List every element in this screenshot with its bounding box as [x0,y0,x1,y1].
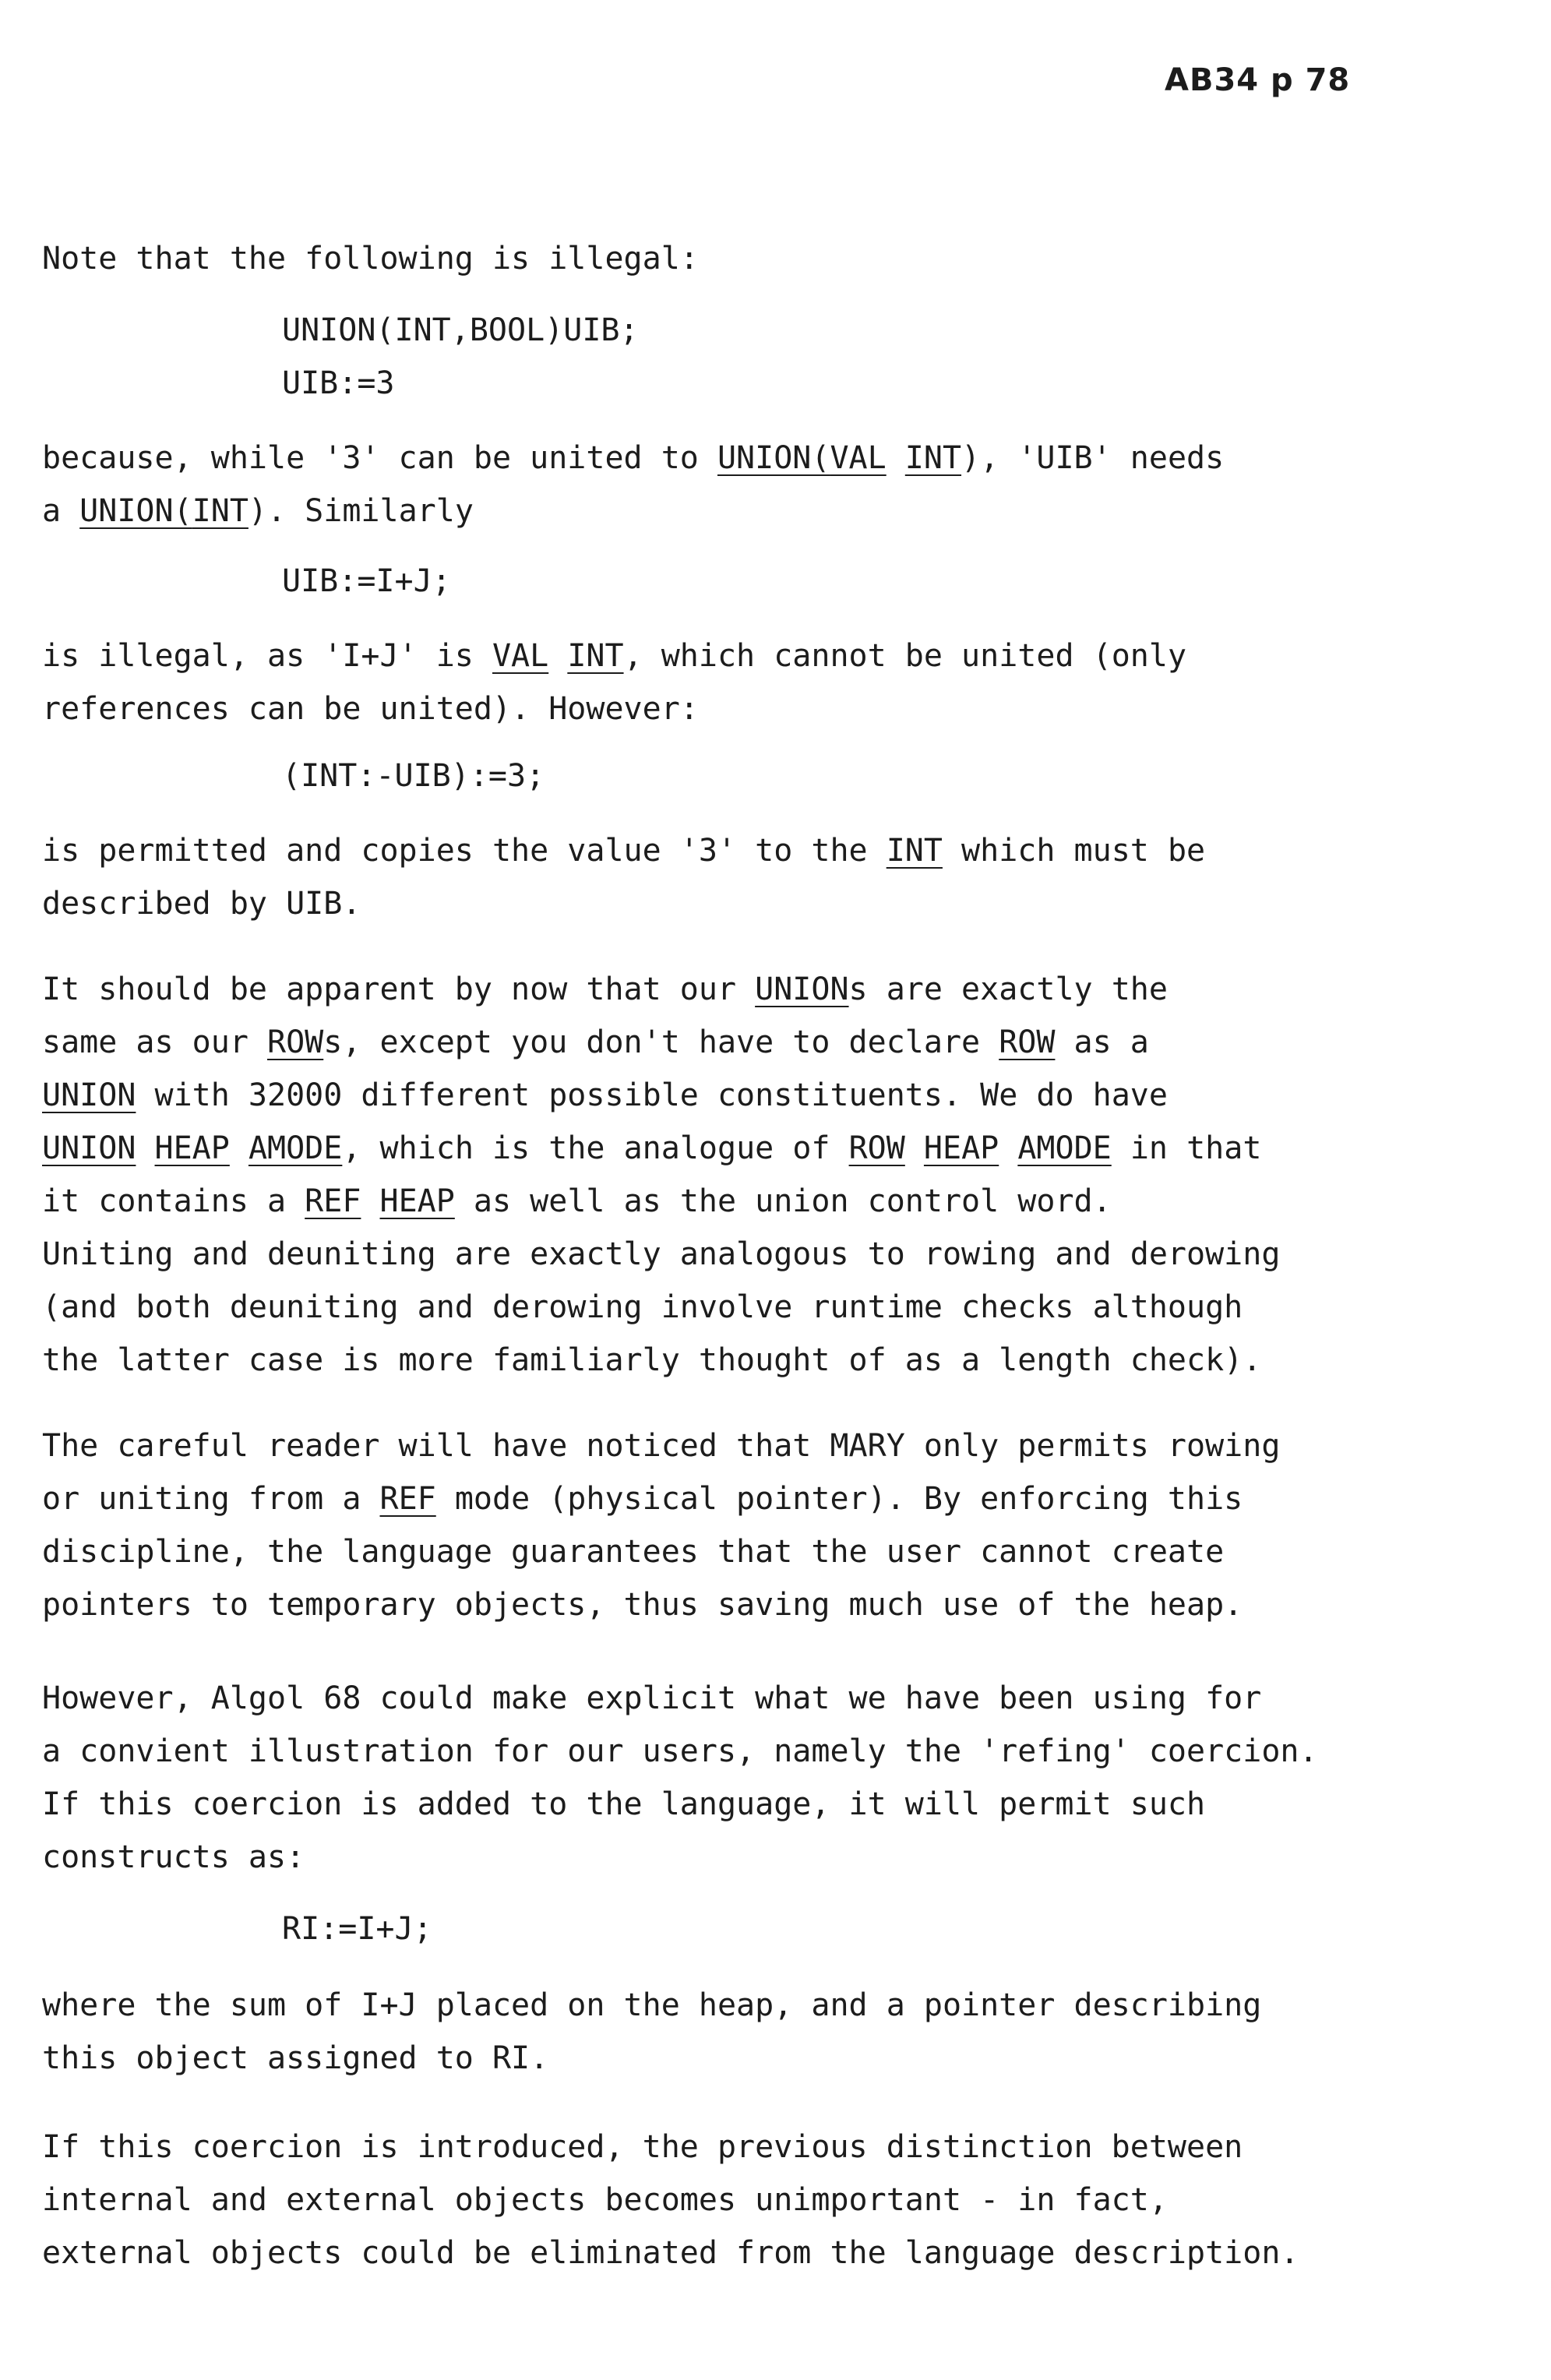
code-line: RI:=I+J; [282,1911,432,1947]
code-block-ri-assign [282,1902,432,1955]
paragraph-careful-reader: The careful reader will have noticed that MARY only permits rowing or uniting from a REF mode (physical pointer). By enforcing this discipline, the language guarantees that the user cannot create pointers to temporary objects, thus saving much use of the heap. [42,1428,1281,1623]
code-block-uib-assign [282,555,451,608]
code-line: UNION(INT,BOOL)UIB; [282,312,639,348]
code-block-cast [282,749,545,802]
paragraph-permitted: is permitted and copies the value '3' to the INT which must be described by UIB. [42,833,1206,922]
code-line: (INT:-UIB):=3; [282,758,545,794]
paragraph-unions-rows: It should be apparent by now that our UNIONs are exactly the same as our ROWs, except you don't have to declare ROW as a UNION with 32000 different possible constituents. We do have UNION HEAP AMODE, which is the analogue of ROW HEAP AMODE in that it contains a REF HEAP as well as the union control word. Uniting and deuniting are exactly analogous to rowing and derowing (and both deuniting and derowing involve runtime checks although the latter case is more familiarly thought of as a length check). [42,971,1281,1378]
paragraph-coercion-introduced: If this coercion is introduced, the previous distinction between internal and external objects becomes unimportant - in fact, external objects could be eliminated from the language description. [42,2129,1299,2271]
paragraph-where-sum: where the sum of I+J placed on the heap, and a pointer describing this object assigned to RI. [42,1987,1262,2076]
note-intro: Note that the following is illegal: [42,241,699,277]
code-block-union-decl [282,304,639,410]
paragraph-because: because, while '3' can be united to UNION(VAL INT), 'UIB' needs a UNION(INT). Similarly [42,440,1225,529]
paragraph-algol68: However, Algol 68 could make explicit what we have been using for a convient illustration for our users, namely the 'refing' coercion. If this coercion is added to the language, it will permit such constructs as: [42,1680,1318,1875]
code-line: UIB:=3 [282,365,395,401]
page-reference: AB34 p 78 [1165,62,1351,98]
code-line: UIB:=I+J; [282,563,451,599]
paragraph-is-illegal: is illegal, as 'I+J' is VAL INT, which cannot be united (only references can be united). However: [42,638,1187,727]
